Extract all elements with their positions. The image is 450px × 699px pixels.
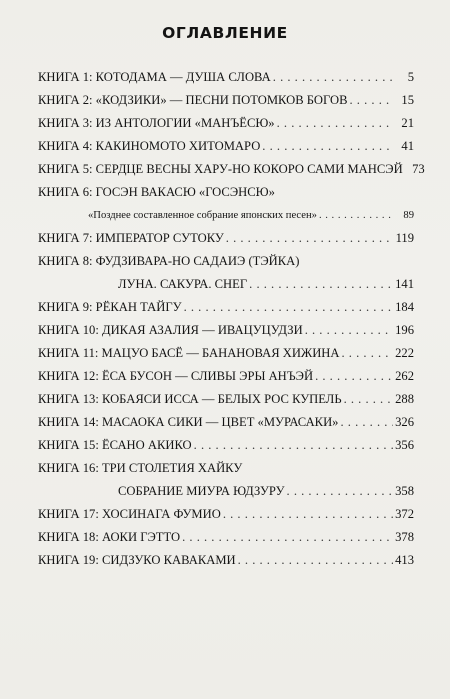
bleed-through-header [110, 4, 410, 14]
toc-entry-label: СОБРАНИЕ МИУРА ЮДЗУРУ [118, 484, 285, 498]
dot-leader [249, 273, 393, 296]
dot-leader [238, 549, 394, 572]
dot-leader [223, 503, 393, 526]
toc-entry-page: 21 [401, 116, 414, 130]
toc-entry [38, 227, 414, 250]
toc-entry [38, 342, 414, 365]
toc-entry [38, 411, 414, 434]
toc-entry [38, 526, 414, 549]
toc-entry-page: 378 [395, 530, 414, 544]
toc-entry [38, 503, 414, 526]
toc-entry-page: 262 [395, 369, 414, 383]
toc-entry-label: КНИГА 13: КОБАЯСИ ИССА — БЕЛЫХ РОС КУПЕЛЬ [38, 392, 342, 406]
dot-leader [184, 296, 394, 319]
toc-entry-label: КНИГА 11: МАЦУО БАСЁ — БАНАНОВАЯ ХИЖИНА [38, 346, 340, 360]
toc-entry [38, 181, 414, 204]
toc-entry-label: КНИГА 18: АОКИ ГЭТТО [38, 530, 181, 544]
toc-entry-label: КНИГА 6: ГОСЭН ВАКАСЮ «ГОСЭНСЮ» [38, 185, 275, 199]
dot-leader [194, 434, 393, 457]
toc-entry-page: 15 [401, 93, 414, 107]
bleed-through-text [60, 590, 300, 690]
toc-entry-page: 413 [395, 553, 414, 567]
toc-entry-label: КНИГА 15: ЁСАНО АКИКО [38, 438, 192, 452]
dot-leader [226, 227, 394, 250]
dot-leader [315, 365, 393, 388]
dot-leader [305, 319, 393, 342]
toc-entry [38, 319, 414, 342]
toc-entry [38, 388, 414, 411]
toc-entry-page: 141 [395, 277, 414, 291]
toc-entry [38, 250, 414, 273]
toc-entry-label: КНИГА 4: КАКИНОМОТО ХИТОМАРО [38, 139, 261, 153]
dot-leader [287, 480, 394, 503]
dot-leader [342, 342, 394, 365]
toc-entry-label: КНИГА 16: ТРИ СТОЛЕТИЯ ХАЙКУ [38, 461, 243, 475]
toc-entry-label: КНИГА 5: СЕРДЦЕ ВЕСНЫ ХАРУ-НО КОКОРО САМИ МАНСЭЙ [38, 162, 403, 176]
dot-leader [262, 135, 394, 158]
toc-entry [38, 135, 414, 158]
dot-leader [182, 526, 393, 549]
dot-leader [273, 66, 394, 89]
toc-entry [38, 457, 414, 480]
toc-entry [38, 549, 414, 572]
dot-leader [350, 89, 395, 112]
toc-entry-page: 288 [395, 392, 414, 406]
toc-entry-label: ЛУНА. САКУРА. СНЕГ [118, 277, 248, 291]
toc-entry [38, 66, 414, 89]
dot-leader [319, 204, 394, 227]
toc-entry-label: КНИГА 1: КОТОДАМА — ДУША СЛОВА [38, 70, 271, 84]
toc-entry-label: КНИГА 19: СИДЗУКО КАВАКАМИ [38, 553, 236, 567]
toc-entry-label: КНИГА 8: ФУДЗИВАРА-НО САДАИЭ (ТЭЙКА) [38, 254, 300, 268]
toc-entry-label: КНИГА 10: ДИКАЯ АЗАЛИЯ — ИВАЦУЦУДЗИ [38, 323, 303, 337]
toc-entry-page: 89 [403, 210, 414, 221]
toc-entry-label: КНИГА 12: ЁСА БУСОН — СЛИВЫ ЭРЫ АНЪЭЙ [38, 369, 314, 383]
toc-entry [38, 365, 414, 388]
toc-entry-page: 73 [412, 162, 425, 176]
toc-entry-page: 184 [395, 300, 414, 314]
toc-entry-page: 119 [395, 231, 414, 245]
toc-entry [38, 434, 414, 457]
table-of-contents [38, 66, 425, 572]
toc-entry [38, 480, 414, 503]
toc-entry [38, 112, 414, 135]
toc-entry-label: КНИГА 9: РЁКАН ТАЙГУ [38, 300, 182, 314]
toc-entry-page: 326 [395, 415, 414, 429]
toc-entry-label: КНИГА 7: ИМПЕРАТОР СУТОКУ [38, 231, 224, 245]
toc-entry [38, 204, 414, 227]
dot-leader [344, 388, 394, 411]
toc-entry-page: 222 [395, 346, 414, 360]
toc-entry [38, 273, 414, 296]
toc-entry [38, 296, 414, 319]
toc-entry-page: 358 [395, 484, 414, 498]
toc-entry-page: 196 [395, 323, 414, 337]
toc-entry-page: 372 [395, 507, 414, 521]
toc-entry-page: 41 [401, 139, 414, 153]
toc-entry-label: КНИГА 17: ХОСИНАГА ФУМИО [38, 507, 221, 521]
toc-entry-label: «Позднее составленное собрание японских песен» [88, 210, 317, 221]
toc-entry-page: 356 [395, 438, 414, 452]
toc-entry-label: КНИГА 2: «КОДЗИКИ» — ПЕСНИ ПОТОМКОВ БОГОВ [38, 93, 348, 107]
toc-entry [38, 89, 414, 112]
toc-entry-page: 5 [407, 70, 414, 84]
toc-entry [38, 158, 425, 181]
page-title: ОГЛАВЛЕНИЕ [162, 24, 288, 42]
dot-leader [277, 112, 394, 135]
toc-entry-label: КНИГА 14: МАСАОКА СИКИ — ЦВЕТ «МУРАСАКИ» [38, 415, 339, 429]
dot-leader [340, 411, 393, 434]
toc-entry-label: КНИГА 3: ИЗ АНТОЛОГИИ «МАНЪЁСЮ» [38, 116, 275, 130]
